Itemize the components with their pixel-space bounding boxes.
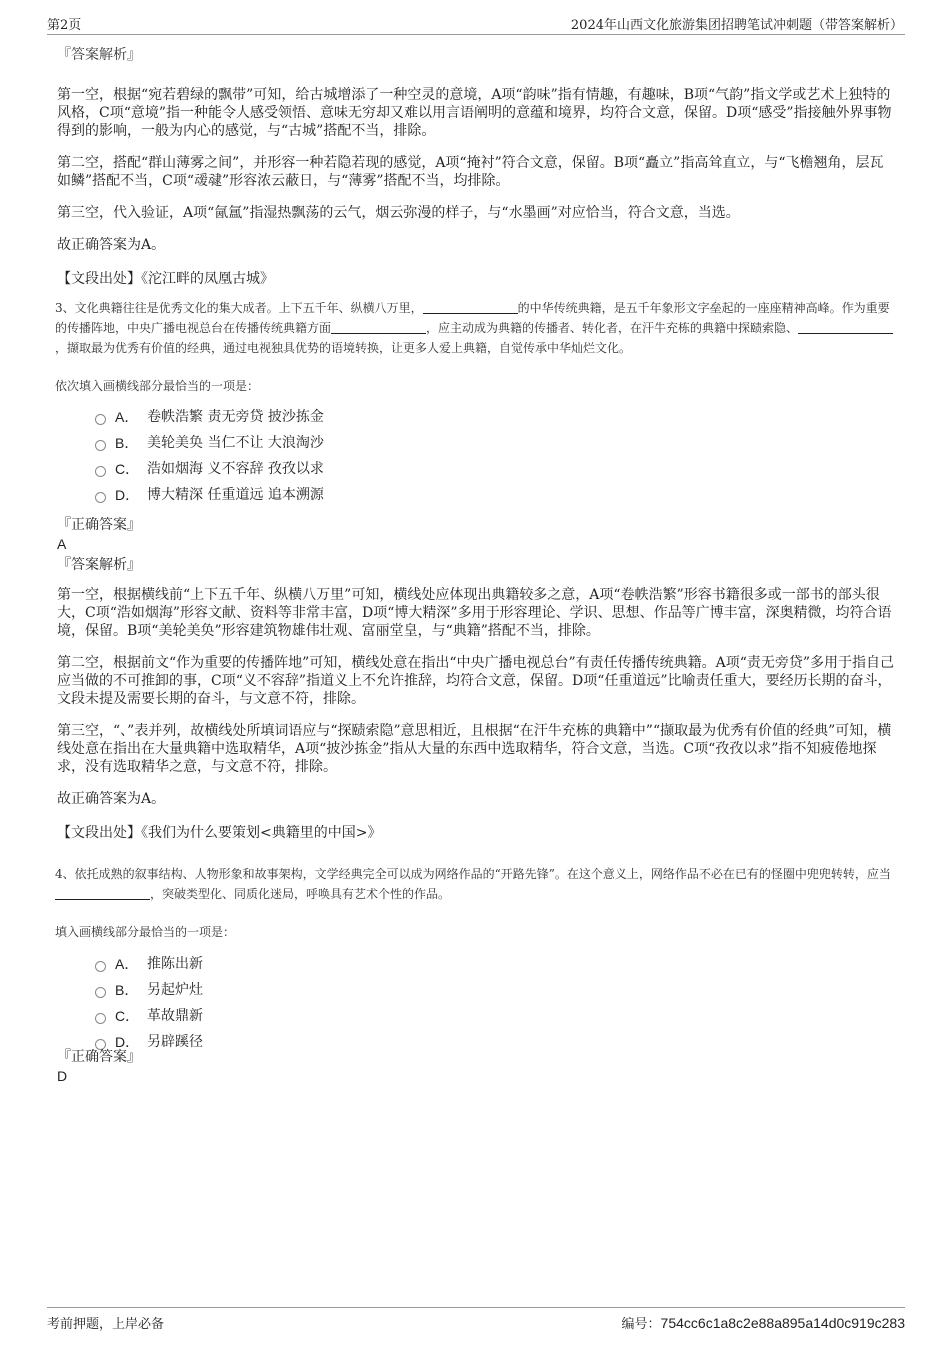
analysis-label: 『答案解析』 xyxy=(57,47,141,63)
answer-label: 『正确答案』 xyxy=(57,1049,141,1065)
question-4-options xyxy=(95,951,203,1055)
option-a[interactable]: A． 推陈出新 xyxy=(95,951,203,977)
analysis-conclusion: 故正确答案为A。 xyxy=(57,791,166,807)
analysis-paragraph: 第三空，代入验证，A项“氤氲”指湿热飘荡的云气，烟云弥漫的样子，与“水墨画”对应恰当，符合文意，当选。 xyxy=(57,205,740,221)
question-4-prompt: 填入画横线部分最恰当的一项是： xyxy=(55,925,236,939)
page-footer xyxy=(47,1307,905,1332)
question-4-answer xyxy=(57,1046,141,1084)
footer-slogan: 考前押题，上岸必备 xyxy=(47,1317,165,1332)
question-3-analysis xyxy=(57,572,897,856)
analysis-label: 『答案解析』 xyxy=(57,557,141,573)
analysis-paragraph: 第一空，根据横线前“上下五千年、纵横八万里”可知，横线处应体现出典籍较多之意，A项“卷帙浩繁”形容书籍很多或一部书的部头很大，C项“浩如烟海”形容文献、资料等非常丰富，D项“博大精深”多用于形容理论、学识、思想、作品等广博丰富，深奥精微，均符合语境，保留。B项“美轮美奂”形容建筑物雄伟壮观、富丽堂皇，与“典籍”搭配不当，排除。 xyxy=(57,587,892,639)
analysis-paragraph: 第二空，根据前文“作为重要的传播阵地”可知，横线处意在指出“中央广播电视总台”有责任传播传统典籍。A项“责无旁贷”多用于指自己应当做的不可推卸的事，C项“义不容辞”指道义上不允许推辞，均符合文意，保留。D项“任重道远”比喻责任重大，要经历长期的奋斗，文段未提及需要长期的奋斗，与文意不符，排除。 xyxy=(57,655,895,707)
option-b[interactable]: B． 另起炉灶 xyxy=(95,977,203,1003)
question-3-stem: 3、文化典籍往往是优秀文化的集大成者。上下五千年、纵横八万里， 的中华传统典籍，是五千年象形文字垒起的一座座精神高峰。作为重要的传播阵地，中央广播电视总台在传播传统典籍方面 ，应主动成为典籍的传播者、转化者，在汗牛充栋的典籍中探赜索隐、，撷取最为优秀有价值的经典，通过电视独具优势的语境转换，让更多人爱上典籍，自觉传承中华灿烂文化。 xyxy=(55,298,895,358)
question-3-options xyxy=(95,404,324,508)
option-c[interactable]: C． 浩如烟海 义不容辞 孜孜以求 xyxy=(95,456,324,482)
option-a[interactable]: A． 卷帙浩繁 责无旁贷 披沙拣金 xyxy=(95,404,324,430)
analysis-paragraph: 第二空，搭配“群山薄雾之间”，并形容一种若隐若现的感觉，A项“掩衬”符合文意，保留。B项“矗立”指高耸直立，与“飞檐翘角，层瓦如鳞”搭配不当，C项“叆叇”形容浓云蔽日，与“薄雾”搭配不当，均排除。 xyxy=(57,155,884,189)
answer-value: D xyxy=(57,1068,68,1084)
option-b[interactable]: B． 美轮美奂 当仁不让 大浪淘沙 xyxy=(95,430,324,456)
radio-button[interactable] xyxy=(95,1013,106,1024)
option-d[interactable]: D． 博大精深 任重道远 追本溯源 xyxy=(95,482,324,508)
radio-button[interactable] xyxy=(95,466,106,477)
question-4 xyxy=(55,864,895,942)
question-3-prompt: 依次填入画横线部分最恰当的一项是： xyxy=(55,379,260,393)
radio-button[interactable] xyxy=(95,987,106,998)
document-title: 2024年山西文化旅游集团招聘笔试冲刺题（带答案解析） xyxy=(570,18,903,33)
fill-blank xyxy=(798,320,893,334)
radio-button[interactable] xyxy=(95,492,106,503)
answer-value: A xyxy=(57,536,67,552)
analysis-conclusion: 故正确答案为A。 xyxy=(57,237,166,253)
radio-button[interactable] xyxy=(95,440,106,451)
radio-button[interactable] xyxy=(95,414,106,425)
option-d[interactable]: D． 另辟蹊径 xyxy=(95,1029,203,1055)
answer-label: 『正确答案』 xyxy=(57,517,141,533)
page-number: 第2页 xyxy=(47,18,82,33)
radio-button[interactable] xyxy=(95,961,106,972)
passage-source: 【文段出处】《沱江畔的凤凰古城》 xyxy=(57,271,274,287)
q2-analysis-section xyxy=(57,44,897,302)
option-c[interactable]: C． 革故鼎新 xyxy=(95,1003,203,1029)
fill-blank xyxy=(423,300,518,314)
question-4-stem: 4、依托成熟的叙事结构、人物形象和故事架构，文学经典完全可以成为网络作品的“开路先锋”。在这个意义上，网络作品不必在已有的怪圈中兜兜转转，应当，突破类型化、同质化迷局，呼唤具有艺术个性的作品。 xyxy=(55,867,891,901)
analysis-paragraph: 第三空，“、”表并列，故横线处所填词语应与“探赜索隐”意思相近，且根据“在汗牛充栋的典籍中”“撷取最为优秀有价值的经典”可知，横线处意在指出在大量典籍中选取精华，A项“披沙拣金”指从大量的东西中选取精华，符合文意，当选。C项“孜孜以求”指不知疲倦地探求，没有选取精华之意，与文意不符，排除。 xyxy=(57,723,892,775)
question-3-answer xyxy=(57,514,141,574)
page-header xyxy=(47,12,905,35)
analysis-paragraph: 第一空，根据“宛若碧绿的飘带”可知，给古城增添了一种空灵的意境，A项“韵味”指有情趣，有趣味，B项“气韵”指文学或艺术上独特的风格，C项“意境”指一种能令人感受领悟、意味无穷却又难以用言语阐明的意蕴和境界，均符合文意，保留。D项“感受”指接触外界事物得到的影响，一般为内心的感觉，与“古城”搭配不当，排除。 xyxy=(57,87,892,139)
passage-source: 【文段出处】《我们为什么要策划<典籍里的中国>》 xyxy=(57,825,382,841)
question-3 xyxy=(55,298,895,396)
document-code: 编号：754cc6c1a8c2e88a895a14d0c919c283 xyxy=(621,1315,905,1332)
fill-blank xyxy=(331,320,426,334)
fill-blank xyxy=(55,886,150,900)
